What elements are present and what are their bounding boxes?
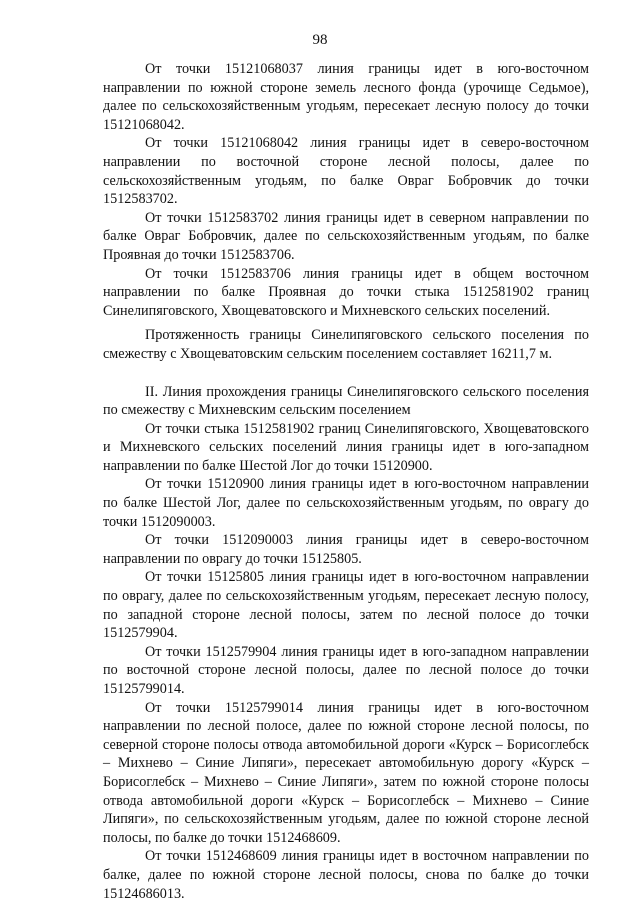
paragraph: От точки 15125805 линия границы идет в юго-восточном направлении по оврагу, далее по сельскохозяйственным угодьям, пересекает лесную полосу, по западной стороне лесной полосы, затем по лесной полосе до точки 1512579904. [103, 569, 589, 642]
paragraph: От точки 1512468609 линия границы идет в восточном направлении по балке, далее по южной стороне лесной полосы, снова по балке до точки 15124686013. [103, 848, 589, 902]
document-body [103, 60, 589, 903]
paragraph: От точки 1512583706 линия границы идет в общем восточном направлении по балке Проявная до точки стыка 1512581902 границ Синелипяговского, Хвощеватовского и Михневского сельских поселений. [103, 265, 589, 319]
paragraph: От точки 1512579904 линия границы идет в юго-западном направлении по восточной стороне лесной полосы, далее по лесной полосе до точки 15125799014. [103, 643, 589, 697]
paragraph: От точки 1512090003 линия границы идет в северо-восточном направлении по оврагу до точки 15125805. [103, 532, 589, 567]
paragraph: От точки 1512583702 линия границы идет в северном направлении по балке Овраг Бобровчик, далее по сельскохозяйственным угодьям, по балке Проявная до точки 1512583706. [103, 209, 589, 263]
paragraph: От точки 15121068042 линия границы идет в северо-восточном направлении по восточной стороне лесной полосы, далее по сельскохозяйственным угодьям, по балке Овраг Бобровчик до точки 1512583702. [103, 135, 589, 208]
section-heading: II. Линия прохождения границы Синелипяговского сельского поселения по смежеству с Михневским сельским поселением [103, 383, 589, 419]
paragraph: От точки 15121068037 линия границы идет в юго-восточном направлении по южной стороне земель лесного фонда (урочище Седьмое), далее по сельскохозяйственным угодьям, пересекает лесную полосу до точки 15121068042. [103, 61, 589, 133]
paragraph: От точки 15120900 линия границы идет в юго-восточном направлении по балке Шестой Лог, далее по сельскохозяйственным угодьям, по оврагу до точки 1512090003. [103, 476, 589, 530]
page-number: 98 [312, 32, 328, 48]
paragraph: От точки стыка 1512581902 границ Синелипяговского, Хвощеватовского и Михневского сельских поселений линия границы идет в юго-западном направлении по балке Шестой Лог до точки 15120900. [103, 420, 589, 474]
section-spacer [103, 364, 589, 383]
paragraph: От точки 15125799014 линия границы идет в юго-восточном направлении по лесной полосе, далее по южной стороне лесной полосы, по северной стороне полосы отвода автомобильной дороги «Курск – Борисоглебск – Михнево – Синие Липяги», пересекает автомобильную дорогу «Курск – Борисоглебск – Михнево – Синие Липяги», затем по южной стороне полосы отвода автомобильной дороги «Курск – Борисоглебск – Михнево – Синие Липяги», по сельскохозяйственным угодьям, далее по южной стороне лесной полосы, по балке до точки 1512468609. [103, 699, 589, 846]
paragraph-summary: Протяженность границы Синелипяговского сельского поселения по смежеству с Хвощеватовским сельским поселением составляет 16211,7 м. [103, 327, 589, 362]
